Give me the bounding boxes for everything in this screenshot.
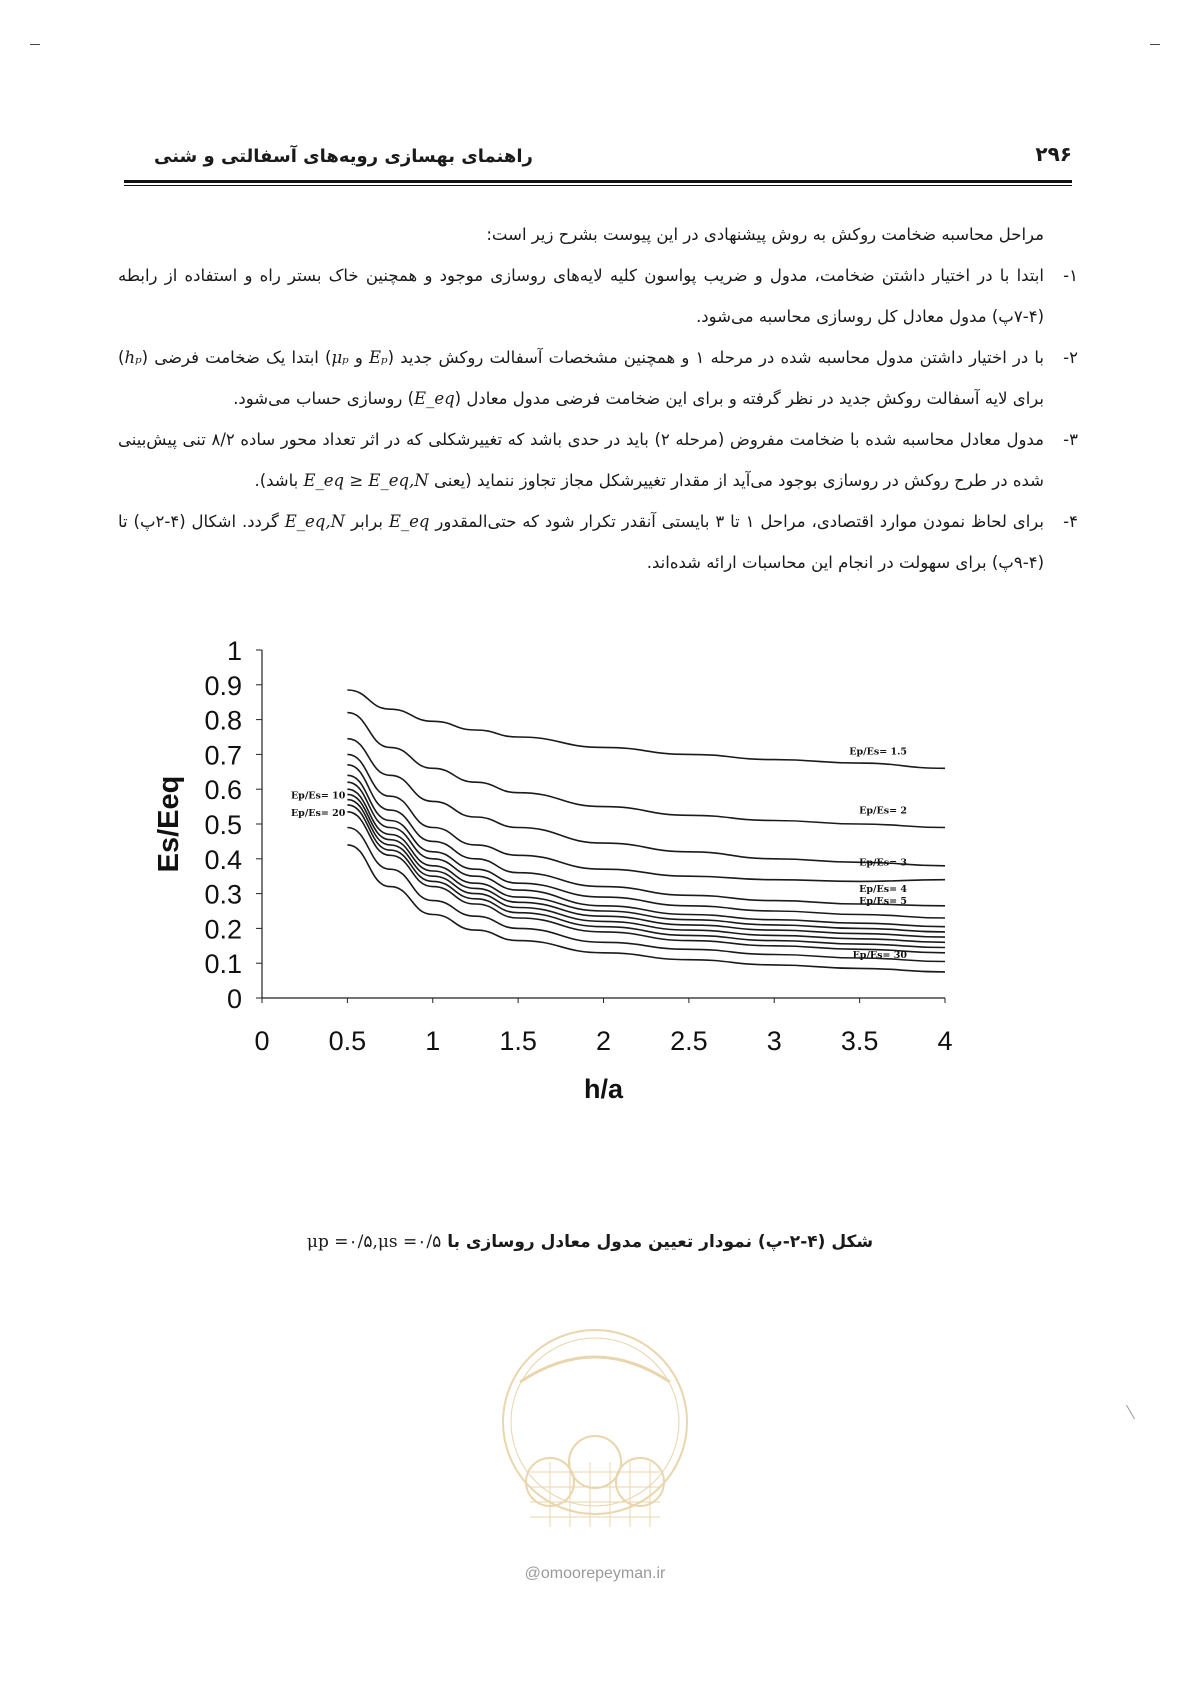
series-label: Ep/Es= 20 — [290, 807, 346, 819]
y-tick-label: 0.3 — [204, 879, 242, 910]
y-tick-label: 0.6 — [204, 775, 242, 806]
math-mup: μₚ — [331, 348, 349, 367]
step-1 — [118, 255, 1078, 337]
step-text: ) روسازی حساب می‌شود. — [233, 389, 415, 408]
y-tick-label: 0.2 — [204, 914, 242, 945]
series-label: Ep/Es= 30 — [852, 949, 907, 961]
series-label: Ep/Es= 3 — [859, 857, 907, 869]
step-2 — [118, 337, 1078, 419]
series-line-7 — [347, 782, 945, 927]
x-tick-label: 2 — [595, 1026, 612, 1056]
y-tick-label: 0 — [226, 984, 242, 1014]
chart — [150, 636, 1030, 1210]
step-text: باشد). — [254, 471, 304, 490]
page-number: ۲۹۶ — [1035, 142, 1072, 166]
x-tick-label: 0.5 — [328, 1026, 367, 1056]
series-label: Ep/Es= 1.5 — [849, 746, 907, 758]
x-tick-label: 4 — [937, 1026, 953, 1056]
step-text: ) ابتدا یک ضخامت فرضی ( — [141, 348, 332, 367]
running-head — [124, 140, 1072, 178]
series-label: Ep/Es= 10 — [290, 790, 346, 802]
y-tick-label: 0.1 — [204, 949, 242, 980]
step-text: و — [348, 348, 370, 367]
x-tick-label: 0 — [254, 1026, 270, 1056]
crop-mark-right — [1150, 44, 1160, 45]
x-tick-label: 1.5 — [499, 1026, 537, 1056]
watermark-text: @omoorepeyman.ir — [524, 1565, 666, 1582]
x-tick-label: 3 — [766, 1026, 782, 1056]
watermark-stamp — [490, 1322, 700, 1552]
step-text: برابر — [345, 512, 389, 531]
x-tick-label: 1 — [425, 1026, 441, 1056]
series-label: Ep/Es= 5 — [859, 895, 907, 907]
x-tick-label: 3.5 — [840, 1026, 879, 1056]
series-line-2 — [347, 713, 945, 828]
series-line-3 — [347, 739, 945, 866]
header-rule-thin — [124, 185, 1072, 186]
crop-mark-left — [30, 44, 40, 45]
math-hp: hₚ — [124, 348, 142, 367]
y-tick-label: 0.4 — [204, 844, 242, 875]
intro-paragraph: مراحل محاسبه ضخامت روکش به روش پیشنهادی در این پیوست بشرح زیر است: — [486, 225, 1044, 244]
step-3 — [118, 419, 1078, 501]
math-eeq: E_eq — [414, 389, 455, 408]
stamp-logo-icon — [503, 1330, 687, 1527]
step-number: ۱- — [1063, 266, 1078, 285]
header-rule-thick — [124, 180, 1072, 183]
step-text: با در اختیار داشتن مدول محاسبه شده در مرحله ۱ و همچنین مشخصات آسفالت روکش جدید ( — [387, 348, 1044, 367]
y-tick-label: 0.7 — [204, 740, 242, 771]
math-inequality: E_eq ≥ E_eq,N — [303, 471, 429, 490]
step-text: ) برای لایه آسفالت روکش جدید در نظر گرفته و برای این ضخامت فرضی مدول معادل ( — [118, 348, 1044, 408]
body-text — [118, 214, 1078, 583]
step-text: گردد. اشکال (۴-۲پ) تا (۴-۹پ) برای سهولت در انجام این محاسبات ارائه شده‌اند. — [118, 512, 1044, 572]
math-ep: Eₚ — [369, 348, 388, 367]
x-axis-label: h/a — [583, 1074, 624, 1104]
series-label: Ep/Es= 4 — [859, 883, 907, 895]
x-tick-label: 2.5 — [670, 1026, 708, 1056]
y-tick-label: 0.8 — [204, 705, 242, 736]
y-axis-label: Es/Eeq — [153, 775, 185, 873]
step-text: ابتدا با در اختیار داشتن ضخامت، مدول و ضریب پواسون کلیه لایه‌های روسازی موجود و همچنین خاک بستر راه و استفاده از رابطه (۴-۷پ) مدول معادل کل روسازی محاسبه می‌شود. — [118, 266, 1044, 326]
step-text: برای لحاظ نمودن موارد اقتصادی، مراحل ۱ تا ۳ بایستی آنقدر تکرار شود که حتی‌المقدور — [429, 512, 1045, 531]
header-title: راهنمای بهسازی رویه‌های آسفالتی و شنی — [154, 146, 533, 167]
figure-caption — [280, 1232, 900, 1252]
y-tick-label: 0.9 — [204, 670, 242, 701]
step-text: مدول معادل محاسبه شده با ضخامت مفروض (مرحله ۲) باید در حدی باشد که تغییرشکلی که در اثر تعداد محور ساده ۸/۲ تنی پیش‌بینی شده در طرح روکش در روسازی بوجود می‌آید از مقدار تغییرشکل مجاز تجاوز ننماید (یعنی — [118, 430, 1044, 490]
step-4 — [118, 501, 1078, 583]
y-tick-label: 1 — [226, 636, 242, 666]
caption-params: μp =۰/۵,μs =۰/۵ — [306, 1232, 442, 1252]
math-eeq: E_eq — [388, 512, 430, 531]
y-tick-label: 0.5 — [204, 810, 242, 840]
step-number: ۲- — [1063, 348, 1078, 367]
caption-text: شکل (۴-۲-پ) نمودار تعیین مدول معادل روسازی با — [447, 1232, 874, 1252]
margin-mark — [1126, 1405, 1135, 1419]
series-line-5 — [347, 765, 945, 906]
series-label: Ep/Es= 2 — [859, 805, 907, 817]
math-eeqn: E_eq,N — [284, 512, 346, 531]
step-number: ۴- — [1063, 512, 1078, 531]
chart-container — [150, 636, 1030, 1210]
step-number: ۳- — [1063, 430, 1078, 449]
